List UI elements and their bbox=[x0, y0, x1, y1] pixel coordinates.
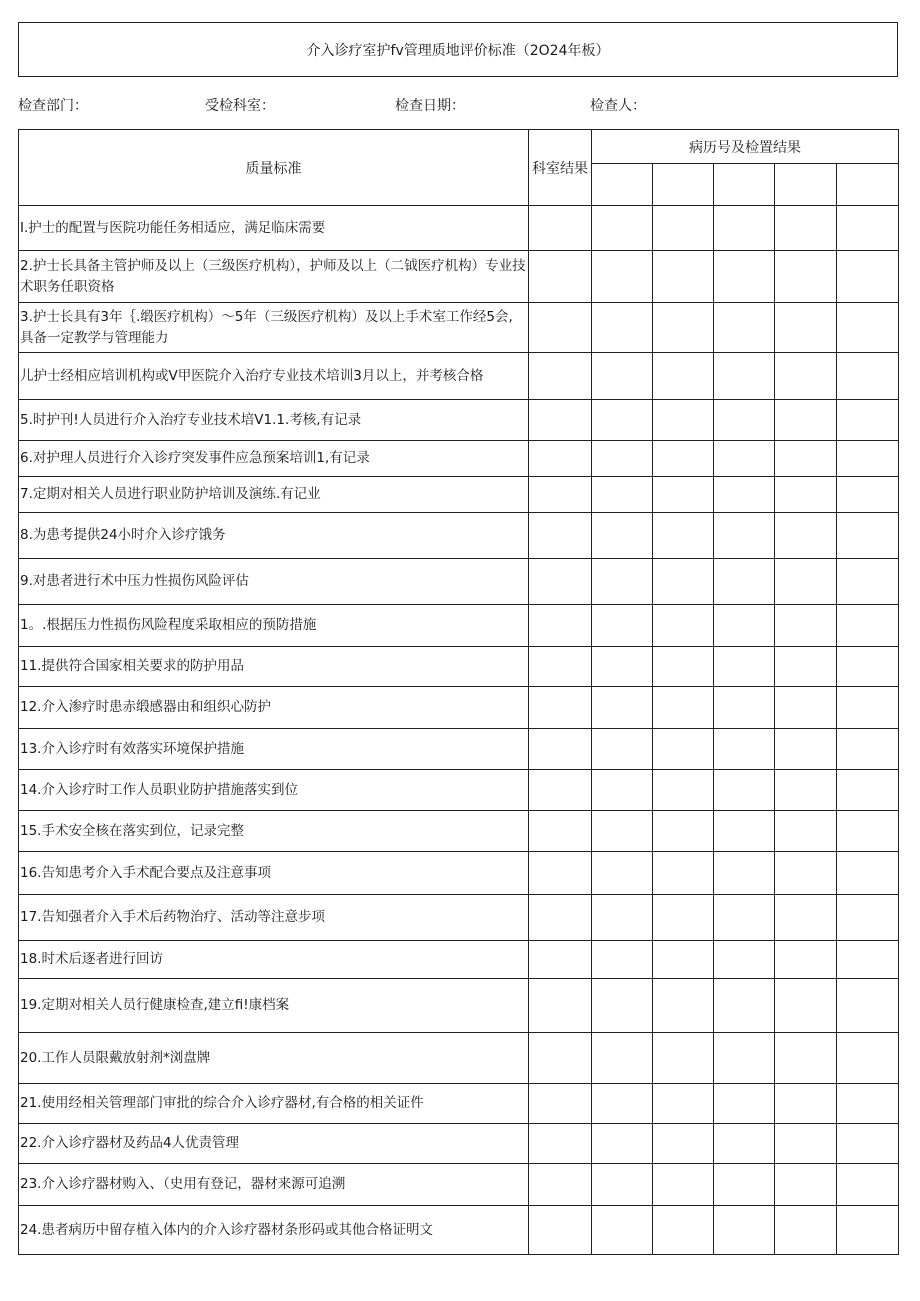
record-result-cell[interactable] bbox=[653, 1033, 714, 1084]
record-result-cell[interactable] bbox=[592, 559, 653, 605]
col-header-standard: 质量标准 bbox=[19, 130, 529, 206]
record-result-cell[interactable] bbox=[653, 1124, 714, 1164]
record-result-cell[interactable] bbox=[714, 895, 775, 941]
record-result-cell[interactable] bbox=[592, 1033, 653, 1084]
dept-result-cell[interactable] bbox=[529, 513, 592, 559]
record-result-cell[interactable] bbox=[837, 559, 899, 605]
dept-result-cell[interactable] bbox=[529, 559, 592, 605]
dept-result-cell[interactable] bbox=[529, 441, 592, 477]
record-result-cell[interactable] bbox=[775, 811, 837, 852]
dept-label: 检查部门： bbox=[18, 98, 88, 114]
record-result-cell[interactable] bbox=[592, 647, 653, 687]
dept-result-cell[interactable] bbox=[529, 811, 592, 852]
record-slot-header[interactable] bbox=[714, 164, 775, 206]
dept-result-cell[interactable] bbox=[529, 895, 592, 941]
record-result-cell[interactable] bbox=[837, 206, 899, 251]
record-result-cell[interactable] bbox=[653, 559, 714, 605]
record-result-cell[interactable] bbox=[592, 251, 653, 303]
record-result-cell[interactable] bbox=[837, 1033, 899, 1084]
record-result-cell[interactable] bbox=[775, 1164, 837, 1206]
standard-cell: 1。.根据压力性损伤风险程度采取相应的预防措施 bbox=[19, 605, 529, 647]
table-row bbox=[19, 941, 899, 979]
record-result-cell[interactable] bbox=[592, 1164, 653, 1206]
standard-cell: 22.介入诊疗器材及药品4人优责管理 bbox=[19, 1124, 529, 1164]
header-row bbox=[19, 130, 899, 164]
record-result-cell[interactable] bbox=[837, 895, 899, 941]
dept-result-cell[interactable] bbox=[529, 770, 592, 811]
standard-cell: 3.护士长具有3年｛.缎医疗机构）～5年（三级医疗机构）及以上手术室工作经5会,具备一定教学与管理能力 bbox=[19, 303, 529, 353]
record-result-cell[interactable] bbox=[775, 605, 837, 647]
record-result-cell[interactable] bbox=[775, 895, 837, 941]
record-result-cell[interactable] bbox=[592, 441, 653, 477]
record-result-cell[interactable] bbox=[653, 441, 714, 477]
table-row bbox=[19, 1164, 899, 1206]
record-result-cell[interactable] bbox=[775, 770, 837, 811]
record-result-cell[interactable] bbox=[592, 852, 653, 895]
record-result-cell[interactable] bbox=[837, 1124, 899, 1164]
record-result-cell[interactable] bbox=[592, 1124, 653, 1164]
standard-cell: 11.提供符合国家相关要求的防护用品 bbox=[19, 647, 529, 687]
record-result-cell[interactable] bbox=[775, 206, 837, 251]
record-result-cell[interactable] bbox=[653, 353, 714, 400]
record-result-cell[interactable] bbox=[592, 811, 653, 852]
standard-cell: 8.为患考提供24小时介入诊疗饿务 bbox=[19, 513, 529, 559]
table-row bbox=[19, 852, 899, 895]
table-row bbox=[19, 1206, 899, 1255]
dept-result-cell[interactable] bbox=[529, 941, 592, 979]
record-result-cell[interactable] bbox=[714, 400, 775, 441]
table-row bbox=[19, 895, 899, 941]
table-row bbox=[19, 1084, 899, 1124]
record-result-cell[interactable] bbox=[837, 979, 899, 1033]
dept-result-cell[interactable] bbox=[529, 979, 592, 1033]
record-result-cell[interactable] bbox=[837, 303, 899, 353]
table-row bbox=[19, 729, 899, 770]
dept-result-cell[interactable] bbox=[529, 1164, 592, 1206]
record-result-cell[interactable] bbox=[775, 303, 837, 353]
record-slot-header[interactable] bbox=[837, 164, 899, 206]
record-result-cell[interactable] bbox=[714, 477, 775, 513]
record-result-cell[interactable] bbox=[714, 1124, 775, 1164]
standards-table bbox=[18, 129, 899, 1255]
record-result-cell[interactable] bbox=[837, 1084, 899, 1124]
record-result-cell[interactable] bbox=[592, 303, 653, 353]
dept-result-cell[interactable] bbox=[529, 647, 592, 687]
evaluation-form bbox=[18, 22, 898, 1255]
table-row bbox=[19, 206, 899, 251]
dept-result-cell[interactable] bbox=[529, 1084, 592, 1124]
record-result-cell[interactable] bbox=[775, 353, 837, 400]
record-result-cell[interactable] bbox=[653, 729, 714, 770]
record-result-cell[interactable] bbox=[714, 1164, 775, 1206]
record-result-cell[interactable] bbox=[592, 1084, 653, 1124]
record-result-cell[interactable] bbox=[714, 353, 775, 400]
standard-cell: I.护士的配置与医院功能任务相适应，满足临床需要 bbox=[19, 206, 529, 251]
record-result-cell[interactable] bbox=[775, 687, 837, 729]
record-result-cell[interactable] bbox=[775, 441, 837, 477]
record-result-cell[interactable] bbox=[714, 206, 775, 251]
dept-result-cell[interactable] bbox=[529, 303, 592, 353]
record-result-cell[interactable] bbox=[775, 852, 837, 895]
record-result-cell[interactable] bbox=[714, 1033, 775, 1084]
record-result-cell[interactable] bbox=[653, 647, 714, 687]
record-result-cell[interactable] bbox=[714, 729, 775, 770]
dept-result-cell[interactable] bbox=[529, 1033, 592, 1084]
record-result-cell[interactable] bbox=[837, 1164, 899, 1206]
col-header-dept-result: 科室结果 bbox=[529, 130, 592, 206]
table-row bbox=[19, 605, 899, 647]
dept-result-cell[interactable] bbox=[529, 1124, 592, 1164]
record-result-cell[interactable] bbox=[837, 941, 899, 979]
record-result-cell[interactable] bbox=[775, 1084, 837, 1124]
record-result-cell[interactable] bbox=[837, 770, 899, 811]
table-row bbox=[19, 353, 899, 400]
record-result-cell[interactable] bbox=[714, 441, 775, 477]
record-result-cell[interactable] bbox=[653, 605, 714, 647]
standard-cell: 15.手术安全核在落实到位，记录完整 bbox=[19, 811, 529, 852]
page-title: 介入诊疗室护fv管理质地评价标准（2O24年板） bbox=[18, 22, 898, 76]
record-result-cell[interactable] bbox=[837, 513, 899, 559]
dept-result-cell[interactable] bbox=[529, 477, 592, 513]
record-slot-header[interactable] bbox=[775, 164, 837, 206]
record-result-cell[interactable] bbox=[592, 895, 653, 941]
record-result-cell[interactable] bbox=[653, 979, 714, 1033]
record-result-cell[interactable] bbox=[775, 647, 837, 687]
record-result-cell[interactable] bbox=[837, 400, 899, 441]
dept-result-cell[interactable] bbox=[529, 729, 592, 770]
record-result-cell[interactable] bbox=[837, 605, 899, 647]
record-result-cell[interactable] bbox=[837, 647, 899, 687]
record-result-cell[interactable] bbox=[592, 605, 653, 647]
standard-cell: 20.工作人员限戴放射剂*浏盘牌 bbox=[19, 1033, 529, 1084]
record-result-cell[interactable] bbox=[653, 941, 714, 979]
record-result-cell[interactable] bbox=[653, 206, 714, 251]
record-result-cell[interactable] bbox=[775, 1206, 837, 1255]
dept-result-cell[interactable] bbox=[529, 206, 592, 251]
record-result-cell[interactable] bbox=[653, 770, 714, 811]
dept-result-cell[interactable] bbox=[529, 353, 592, 400]
standard-cell: 2.护士长具备主管护师及以上（三级医疗机构），护师及以上（二钺医疗机构）专业技术职务任职资格 bbox=[19, 251, 529, 303]
record-result-cell[interactable] bbox=[837, 251, 899, 303]
col-header-records: 病历号及检置结果 bbox=[592, 130, 899, 164]
record-result-cell[interactable] bbox=[592, 729, 653, 770]
table-row bbox=[19, 1124, 899, 1164]
standard-cell: 21.使用经相关管理部门审批的综合介入诊疗器材,有合格的相关证件 bbox=[19, 1084, 529, 1124]
standard-cell: 17.告知强者介入手术后药物治疗、活动等注意步项 bbox=[19, 895, 529, 941]
standard-cell: 6.对护理人员进行介入诊疗突发事件应急预案培训1,有记录 bbox=[19, 441, 529, 477]
record-result-cell[interactable] bbox=[775, 729, 837, 770]
dept-result-cell[interactable] bbox=[529, 400, 592, 441]
record-result-cell[interactable] bbox=[775, 1033, 837, 1084]
standard-cell: 14.介入诊疗时工作人员职业防护措施落实到位 bbox=[19, 770, 529, 811]
record-result-cell[interactable] bbox=[653, 1164, 714, 1206]
table-row bbox=[19, 559, 899, 605]
record-result-cell[interactable] bbox=[653, 811, 714, 852]
record-result-cell[interactable] bbox=[775, 251, 837, 303]
dept-result-cell[interactable] bbox=[529, 605, 592, 647]
record-result-cell[interactable] bbox=[837, 729, 899, 770]
record-result-cell[interactable] bbox=[714, 647, 775, 687]
record-result-cell[interactable] bbox=[714, 979, 775, 1033]
table-row bbox=[19, 979, 899, 1033]
record-result-cell[interactable] bbox=[653, 477, 714, 513]
standard-cell: 19.定期对相关人员行健康检查,建立fi!康档案 bbox=[19, 979, 529, 1033]
standard-cell: 12.介入渗疗时患赤缎感器由和组织心防护 bbox=[19, 687, 529, 729]
date-label: 检查日期： bbox=[395, 98, 465, 114]
record-result-cell[interactable] bbox=[837, 852, 899, 895]
dept-result-cell[interactable] bbox=[529, 687, 592, 729]
table-row bbox=[19, 647, 899, 687]
record-result-cell[interactable] bbox=[592, 206, 653, 251]
record-result-cell[interactable] bbox=[775, 559, 837, 605]
record-result-cell[interactable] bbox=[775, 477, 837, 513]
record-result-cell[interactable] bbox=[775, 941, 837, 979]
record-result-cell[interactable] bbox=[592, 1206, 653, 1255]
record-result-cell[interactable] bbox=[714, 687, 775, 729]
record-result-cell[interactable] bbox=[837, 1206, 899, 1255]
standard-cell: 18.时术后逐者进行回访 bbox=[19, 941, 529, 979]
standard-cell: 9.对患者进行术中压力性损伤风险评估 bbox=[19, 559, 529, 605]
dept-result-cell[interactable] bbox=[529, 251, 592, 303]
table-row bbox=[19, 251, 899, 303]
table-row bbox=[19, 770, 899, 811]
record-result-cell[interactable] bbox=[714, 303, 775, 353]
standard-cell: 23.介入诊疗器材购入、（史用有登记，器材来源可追溯 bbox=[19, 1164, 529, 1206]
record-result-cell[interactable] bbox=[653, 303, 714, 353]
table-row bbox=[19, 441, 899, 477]
table-row bbox=[19, 1033, 899, 1084]
record-result-cell[interactable] bbox=[592, 477, 653, 513]
dept-result-cell[interactable] bbox=[529, 852, 592, 895]
record-result-cell[interactable] bbox=[592, 941, 653, 979]
standard-cell: 儿护士经相应培训机构或V甲医院介入治疗专业技术培训3月以上，并考核合格 bbox=[19, 353, 529, 400]
record-result-cell[interactable] bbox=[714, 1084, 775, 1124]
record-slot-header[interactable] bbox=[592, 164, 653, 206]
inspection-info bbox=[18, 76, 898, 129]
record-result-cell[interactable] bbox=[714, 941, 775, 979]
record-result-cell[interactable] bbox=[714, 559, 775, 605]
record-result-cell[interactable] bbox=[653, 251, 714, 303]
ward-label: 受检科室： bbox=[205, 98, 275, 114]
record-result-cell[interactable] bbox=[775, 513, 837, 559]
record-result-cell[interactable] bbox=[653, 687, 714, 729]
record-result-cell[interactable] bbox=[653, 400, 714, 441]
standard-cell: 5.时护刊!人员进行介入治疗专业技术培V1.1.考核,有记录 bbox=[19, 400, 529, 441]
record-result-cell[interactable] bbox=[592, 770, 653, 811]
record-result-cell[interactable] bbox=[837, 687, 899, 729]
record-result-cell[interactable] bbox=[775, 1124, 837, 1164]
record-result-cell[interactable] bbox=[592, 687, 653, 729]
record-result-cell[interactable] bbox=[837, 477, 899, 513]
record-result-cell[interactable] bbox=[653, 1084, 714, 1124]
record-result-cell[interactable] bbox=[714, 513, 775, 559]
record-result-cell[interactable] bbox=[714, 605, 775, 647]
table-row bbox=[19, 513, 899, 559]
standard-cell: 7.定期对相关人员进行职业防护培训及演练.有记业 bbox=[19, 477, 529, 513]
record-result-cell[interactable] bbox=[775, 400, 837, 441]
record-result-cell[interactable] bbox=[714, 1206, 775, 1255]
record-result-cell[interactable] bbox=[714, 251, 775, 303]
standard-cell: 24.患者病历中留存植入体内的介入诊疗器材条形码或其他合格证明文 bbox=[19, 1206, 529, 1255]
record-result-cell[interactable] bbox=[714, 770, 775, 811]
record-result-cell[interactable] bbox=[837, 353, 899, 400]
record-result-cell[interactable] bbox=[837, 441, 899, 477]
record-result-cell[interactable] bbox=[837, 811, 899, 852]
record-result-cell[interactable] bbox=[714, 852, 775, 895]
record-result-cell[interactable] bbox=[592, 353, 653, 400]
inspector-label: 检查人： bbox=[590, 98, 646, 114]
table-row bbox=[19, 303, 899, 353]
table-row bbox=[19, 477, 899, 513]
record-result-cell[interactable] bbox=[653, 513, 714, 559]
table-row bbox=[19, 811, 899, 852]
record-slot-header[interactable] bbox=[653, 164, 714, 206]
record-result-cell[interactable] bbox=[592, 513, 653, 559]
record-result-cell[interactable] bbox=[714, 811, 775, 852]
record-result-cell[interactable] bbox=[775, 979, 837, 1033]
record-result-cell[interactable] bbox=[653, 1206, 714, 1255]
standard-cell: 16.告知患考介入手术配合要点及注意事项 bbox=[19, 852, 529, 895]
dept-result-cell[interactable] bbox=[529, 1206, 592, 1255]
table-row bbox=[19, 687, 899, 729]
record-result-cell[interactable] bbox=[653, 852, 714, 895]
table-row bbox=[19, 400, 899, 441]
record-result-cell[interactable] bbox=[592, 979, 653, 1033]
standard-cell: 13.介入诊疗时有效落实环境保护措施 bbox=[19, 729, 529, 770]
record-result-cell[interactable] bbox=[653, 895, 714, 941]
record-result-cell[interactable] bbox=[592, 400, 653, 441]
